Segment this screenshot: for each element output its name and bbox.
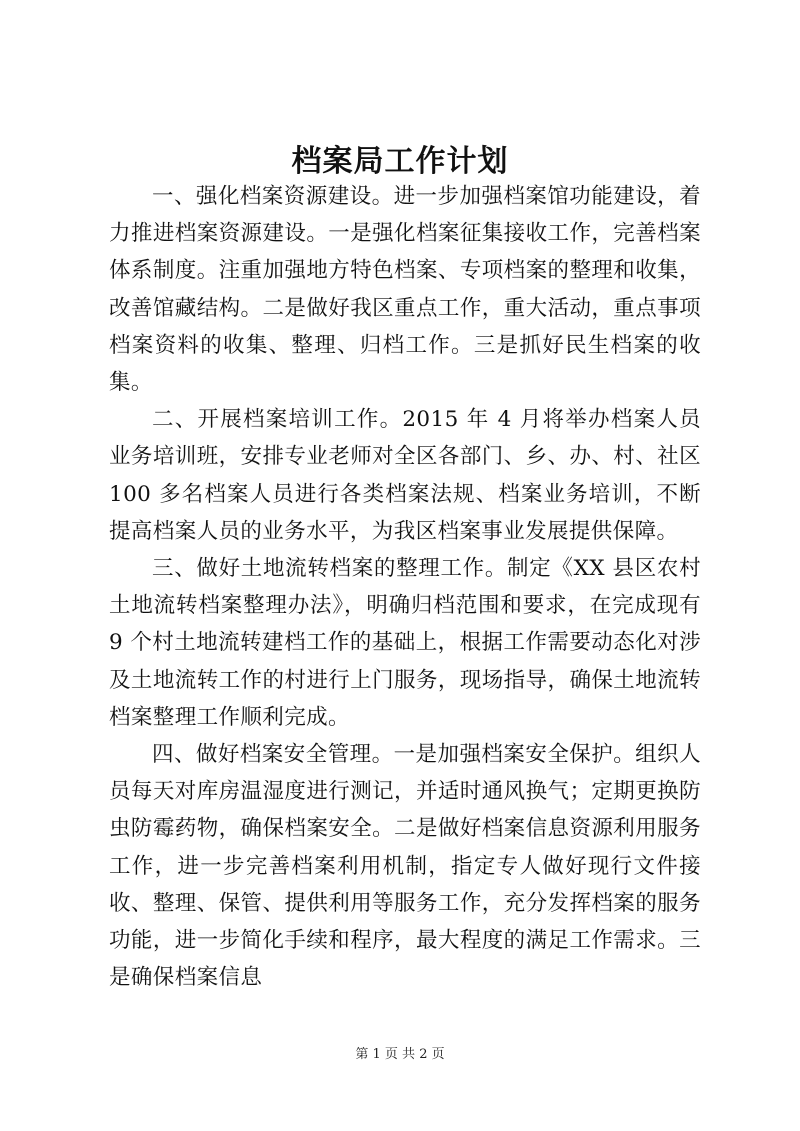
paragraph-1: 一、强化档案资源建设。进一步加强档案馆功能建设，着力推进档案资源建设。一是强化档案征集接收工作，完善档案体系制度。注重加强地方特色档案、专项档案的整理和收集，改善馆藏结构。二是做好我区重点工作，重大活动，重点事项档案资料的收集、整理、归档工作。三是抓好民生档案的收集。 bbox=[109, 184, 701, 396]
paragraph-4: 四、做好档案安全管理。一是加强档案安全保护。组织人员每天对库房温湿度进行测记，并适时通风换气；定期更换防虫防霉药物，确保档案安全。二是做好档案信息资源利用服务工作，进一步完善档案利用机制，指定专人做好现行文件接收、整理、保管、提供利用等服务工作，充分发挥档案的服务功能，进一步简化手续和程序，最大程度的满足工作需求。三是确保档案信息 bbox=[109, 742, 701, 991]
document-title: 档案局工作计划 bbox=[291, 144, 509, 179]
paragraph-2: 二、开展档案培训工作。2015 年 4 月将举办档案人员业务培训班，安排专业老师对全区各部门、乡、办、村、社区 100 多名档案人员进行各类档案法规、档案业务培训，不断提高档案人员的业务水平，为我区档案事业发展提供保障。 bbox=[109, 407, 701, 544]
document-body bbox=[109, 178, 701, 996]
page-footer: 第 1 页 共 2 页 bbox=[355, 1047, 445, 1062]
paragraph-3: 三、做好土地流转档案的整理工作。制定《XX 县区农村土地流转档案整理办法》，明确归档范围和要求，在完成现有 9 个村土地流转建档工作的基础上，根据工作需要动态化对涉及土地流转工作的村进行上门服务，现场指导，确保土地流转档案整理工作顺利完成。 bbox=[109, 556, 701, 730]
